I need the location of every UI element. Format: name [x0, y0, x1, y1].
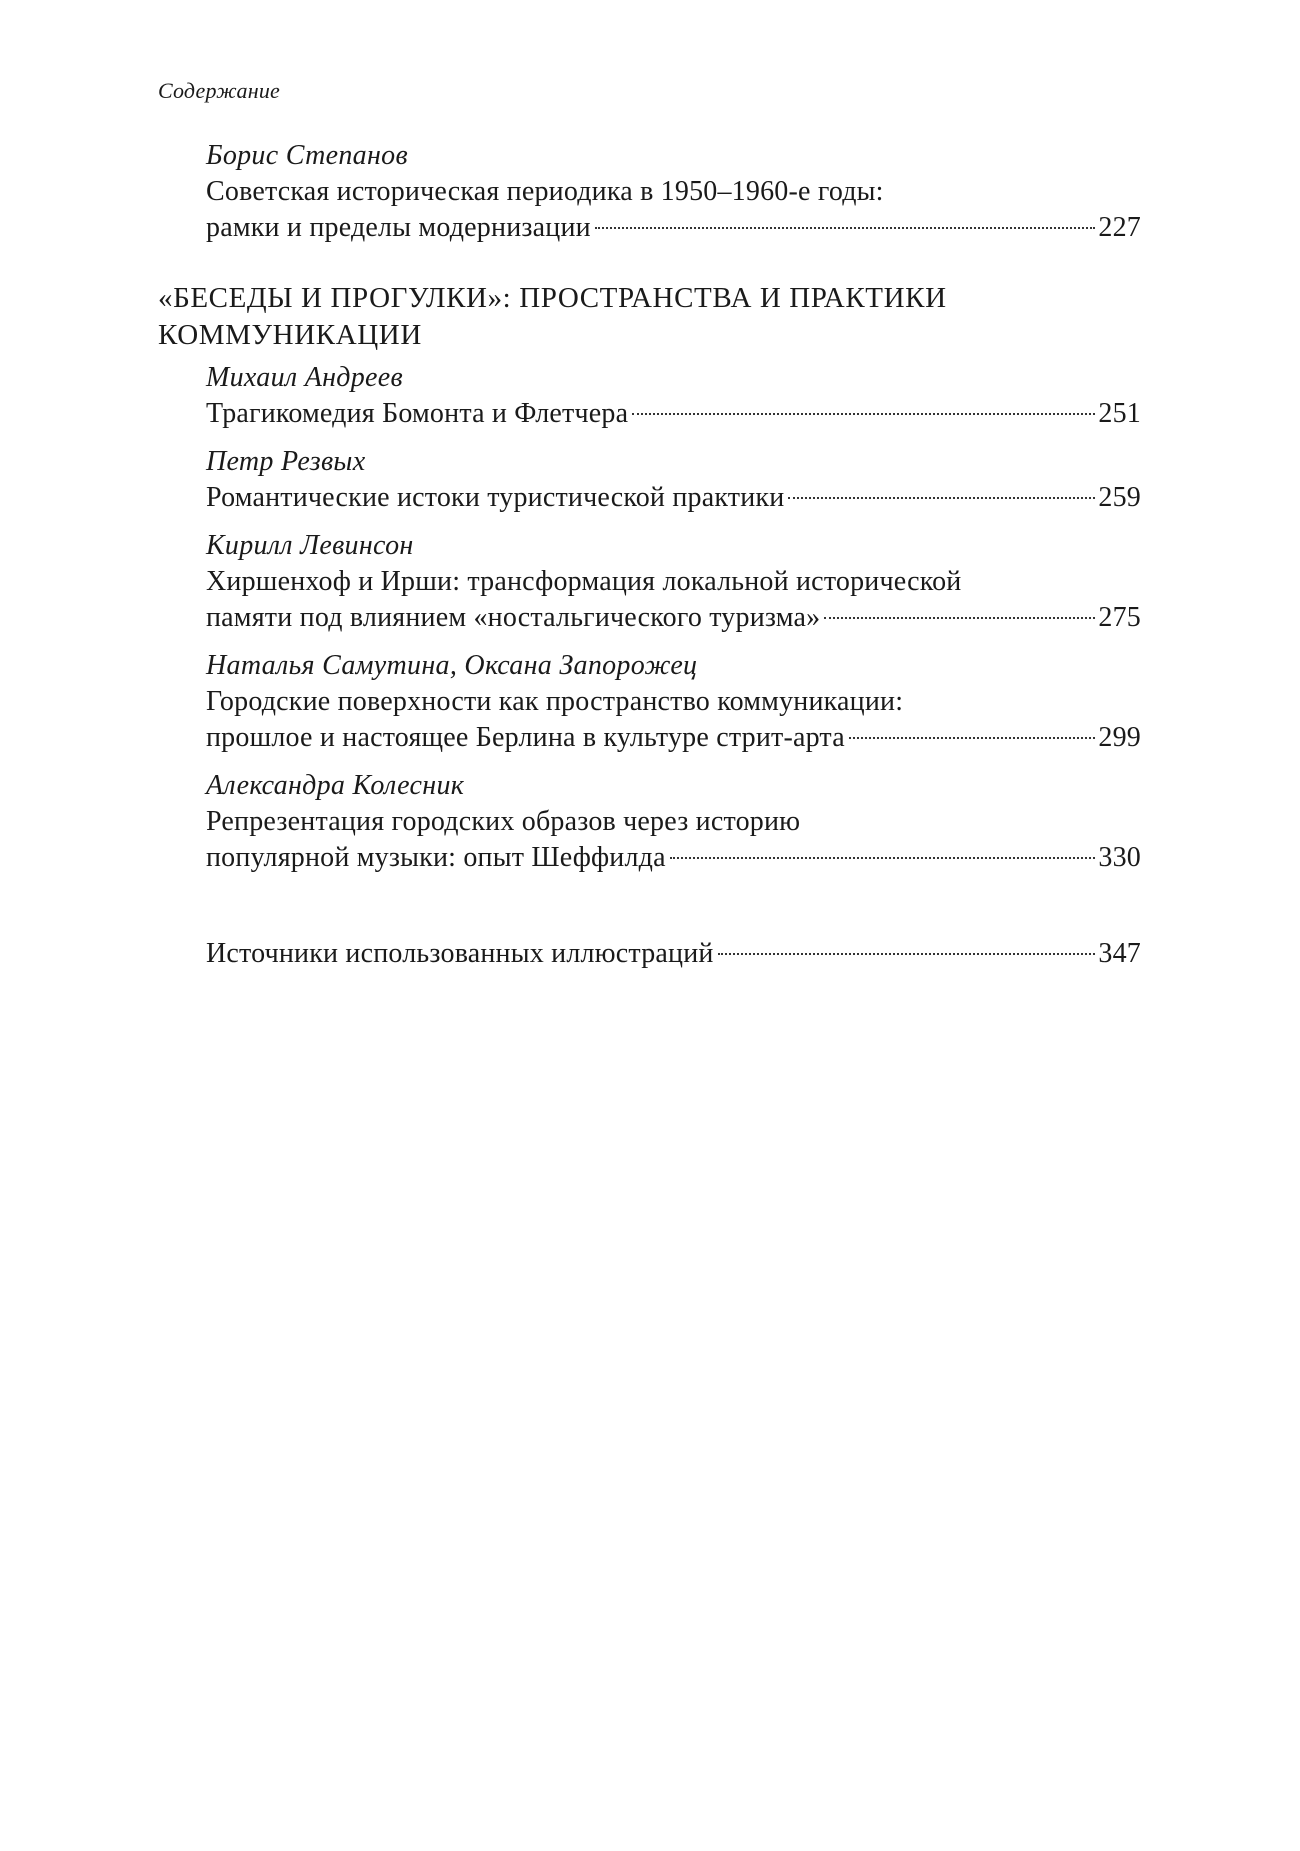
toc-entry-andreev[interactable] [206, 360, 1141, 432]
running-head: Содержание [158, 78, 281, 103]
dot-leader [824, 617, 1095, 619]
entry-title-last-line [206, 210, 1141, 246]
toc-entry-illustration-sources[interactable] [206, 936, 1141, 972]
page-number: 259 [1098, 482, 1141, 513]
entry-title-text: прошлое и настоящее Берлина в культуре стрит-арта [206, 722, 845, 753]
entry-author: Борис Степанов [206, 140, 408, 171]
entry-title-last-line [206, 396, 1141, 432]
toc-entry-samutina-zaporozhets[interactable] [206, 648, 1141, 756]
entry-title-text: рамки и пределы модернизации [206, 212, 591, 243]
dot-leader [632, 413, 1095, 415]
entry-author: Наталья Самутина, Оксана Запорожец [206, 650, 698, 681]
toc-entry-rezvykh[interactable] [206, 444, 1141, 516]
table-of-contents [158, 138, 1141, 984]
toc-entry-kolesnik[interactable] [206, 768, 1141, 876]
entry-title-last-line [206, 720, 1141, 756]
entry-title-line: Репрезентация городских образов через историю [206, 806, 801, 837]
entry-title-text: популярной музыки: опыт Шеффилда [206, 842, 666, 873]
page-number: 227 [1098, 212, 1141, 243]
entry-title-text: Трагикомедия Бомонта и Флетчера [206, 398, 629, 429]
entry-title-last-line [206, 600, 1141, 636]
section-heading: «БЕСЕДЫ И ПРОГУЛКИ»: ПРОСТРАНСТВА И ПРАКТИКИ КОММУНИКАЦИИ [158, 282, 947, 351]
dot-leader [670, 857, 1096, 859]
page-number: 330 [1098, 842, 1141, 873]
entry-title-last-line [206, 936, 1141, 972]
toc-entry-stepanov[interactable] [206, 138, 1141, 246]
entry-title-line: Советская историческая периодика в 1950–1960-е годы: [206, 176, 884, 207]
page-number: 299 [1098, 722, 1141, 753]
entry-author: Михаил Андреев [206, 362, 403, 393]
dot-leader [788, 497, 1095, 499]
entry-title-line: Хиршенхоф и Ирши: трансформация локальной исторической [206, 566, 962, 597]
dot-leader [718, 953, 1096, 955]
spacer [158, 888, 1141, 936]
entry-title-text: памяти под влиянием «ностальгического туризма» [206, 602, 821, 633]
entry-title-line: Городские поверхности как пространство коммуникации: [206, 686, 904, 717]
entry-title-last-line [206, 480, 1141, 516]
page-number: 347 [1098, 938, 1141, 969]
entry-title-text: Источники использованных иллюстраций [206, 938, 714, 969]
entry-author: Петр Резвых [206, 446, 366, 477]
entry-author: Кирилл Левинсон [206, 530, 414, 561]
toc-entry-levinson[interactable] [206, 528, 1141, 636]
page-number: 251 [1098, 398, 1141, 429]
entry-title-last-line [206, 840, 1141, 876]
page-number: 275 [1098, 602, 1141, 633]
entry-title-text: Романтические истоки туристической практики [206, 482, 785, 513]
dot-leader [849, 737, 1096, 739]
dot-leader [595, 227, 1096, 229]
entry-author: Александра Колесник [206, 770, 465, 801]
